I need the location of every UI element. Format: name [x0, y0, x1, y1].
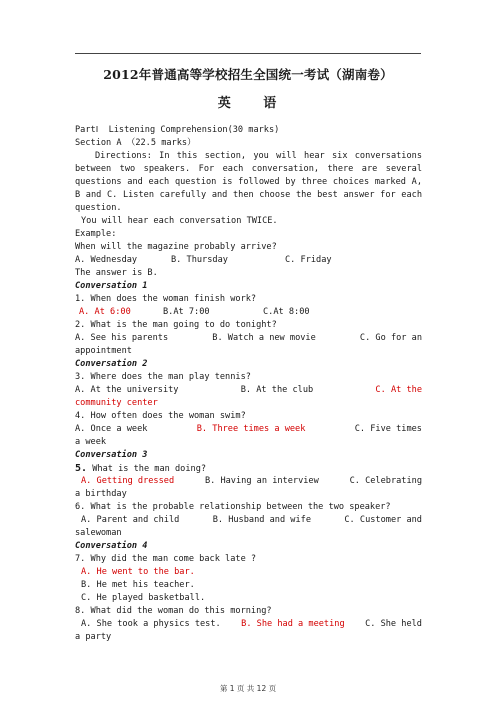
part-heading: PartⅠ Listening Comprehension(30 marks) [75, 125, 280, 135]
question-4-options [75, 423, 422, 436]
question-3-options [75, 384, 422, 397]
question-1-options [75, 306, 422, 319]
q2-option-c: C. Go for an [359, 333, 422, 343]
question-5-text: What is the man doing? [87, 464, 207, 474]
q4-option-c: C. Five times [354, 424, 422, 434]
q6-option-b: B. Husband and wife [212, 515, 311, 525]
page-footer: 第 1 页 共 12 页 [219, 684, 277, 693]
q3-option-b: B. At the club [240, 385, 314, 395]
question-1: 1. When does the woman finish work? [75, 294, 257, 304]
example-option-a: A. Wednesday [75, 255, 138, 265]
q5-option-c: C. Celebrating [349, 476, 422, 486]
q2-option-a: A. See his parents [75, 333, 169, 343]
q2-option-b: B. Watch a new movie [212, 333, 316, 343]
question-8: 8. What did the woman do this morning? [75, 606, 272, 616]
exam-content [75, 124, 422, 644]
q4-option-b: B. Three times a week [196, 424, 306, 434]
q6-option-a: A. Parent and child [81, 515, 180, 525]
q5-option-c-wrap: a birthday [75, 489, 127, 499]
q1-option-a: A. At 6:00 [79, 307, 131, 317]
q7-option-a: A. He went to the bar. [81, 567, 195, 577]
q1-option-b: B.At 7:00 [163, 307, 210, 317]
question-2: 2. What is the man going to do tonight? [75, 320, 277, 330]
q3-option-c-wrap: community center [75, 398, 158, 408]
question-4: 4. How often does the woman swim? [75, 411, 246, 421]
directions-twice: You will hear each conversation TWICE. [81, 216, 278, 226]
example-answer: The answer is B. [75, 268, 158, 278]
question-8-options [75, 618, 422, 631]
q8-option-c-wrap: a party [75, 632, 112, 642]
conversation-2-label: Conversation 2 [75, 359, 148, 369]
example-option-b: B. Thursday [171, 255, 228, 265]
exam-title: 2012年普通高等学校招生全国统一考试（湖南卷） [103, 67, 393, 82]
question-5-number: 5. [75, 463, 88, 474]
question-7: 7. Why did the man come back late ? [75, 554, 257, 564]
q5-option-a: A. Getting dressed [81, 476, 175, 486]
example-label: Example: [75, 229, 117, 239]
question-2-options [75, 332, 422, 345]
q8-option-c: C. She held [365, 619, 422, 629]
question-6-options [75, 514, 422, 527]
example-options [75, 254, 422, 267]
q8-option-a: A. She took a physics test. [81, 619, 221, 629]
example-option-c: C. Friday [285, 255, 332, 265]
question-5 [75, 462, 422, 475]
q7-option-c: C. He played basketball. [81, 593, 206, 603]
question-3: 3. Where does the man play tennis? [75, 372, 251, 382]
q5-option-b: B. Having an interview [204, 476, 319, 486]
conversation-3-label: Conversation 3 [75, 450, 148, 460]
header-rule [75, 53, 421, 54]
q6-option-c-wrap: salewoman [75, 528, 122, 538]
question-5-options [75, 475, 422, 488]
q8-option-b: B. She had a meeting [241, 619, 345, 629]
q2-option-c-wrap: appointment [75, 346, 132, 356]
q6-option-c: C. Customer and [344, 515, 422, 525]
conversation-1-label: Conversation 1 [75, 281, 148, 291]
section-heading: Section A （22.5 marks） [75, 138, 196, 148]
q3-option-a: A. At the university [75, 385, 179, 395]
subject-heading: 英 语 [217, 96, 291, 111]
directions-text: Directions: In this section, you will hear six conversations between two speakers. For each conversation, there are several questions and each question is followed by three choices marked A, B and C. Listen carefully and then choose the best answer for each question. [75, 151, 422, 213]
example-question: When will the magazine probably arrive? [75, 242, 277, 252]
conversation-4-label: Conversation 4 [75, 541, 148, 551]
q7-option-b: B. He met his teacher. [81, 580, 195, 590]
q1-option-c: C.At 8:00 [263, 307, 310, 317]
question-6: 6. What is the probable relationship between the two speaker? [75, 502, 391, 512]
q3-option-c: C. At the [375, 385, 422, 395]
q4-option-a: A. Once a week [75, 424, 148, 434]
q4-option-c-wrap: a week [75, 437, 107, 447]
